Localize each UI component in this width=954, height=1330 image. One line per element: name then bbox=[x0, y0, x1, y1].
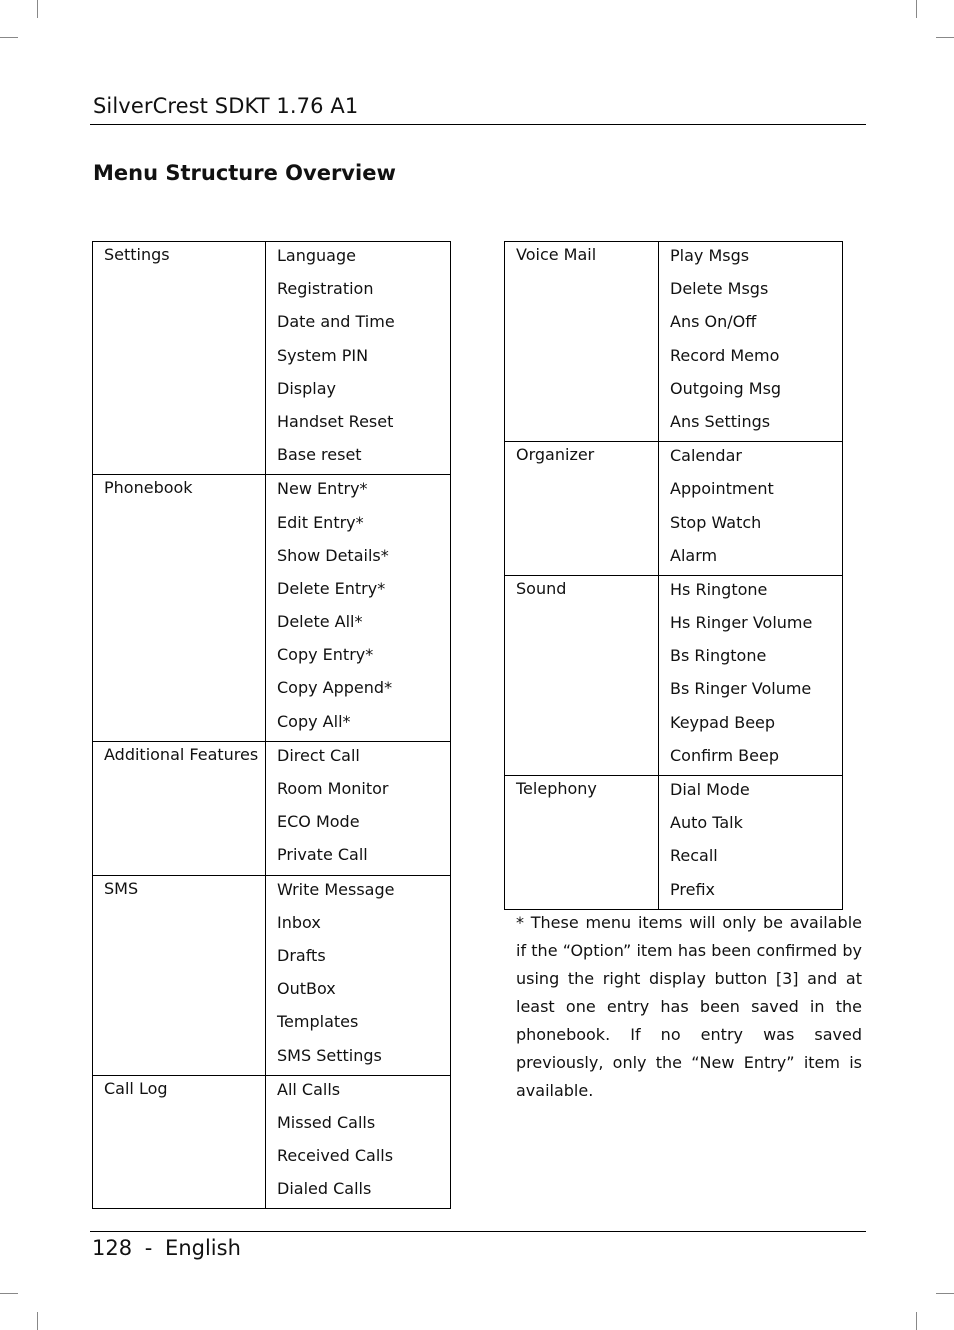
menu-items bbox=[266, 242, 451, 475]
menu-item: Missed Calls bbox=[277, 1112, 376, 1132]
footer-language: English bbox=[165, 1236, 241, 1260]
menu-item: Calendar bbox=[670, 446, 742, 466]
footer-separator: - bbox=[144, 1236, 153, 1260]
menu-items bbox=[659, 442, 843, 576]
menu-item: Hs Ringer Volume bbox=[670, 613, 813, 633]
menu-category: Additional Features bbox=[93, 741, 266, 875]
menu-item: SMS Settings bbox=[277, 1045, 382, 1065]
menu-item: Bs Ringer Volume bbox=[670, 679, 812, 699]
menu-item: Hs Ringtone bbox=[670, 579, 768, 599]
page-number: 128 bbox=[92, 1236, 133, 1260]
menu-item: Registration bbox=[277, 279, 374, 299]
menu-item: New Entry* bbox=[277, 479, 368, 499]
menu-item: Show Details* bbox=[277, 545, 389, 565]
menu-item: Private Call bbox=[277, 845, 368, 865]
menu-item: Direct Call bbox=[277, 745, 360, 765]
menu-item: Copy Append* bbox=[277, 678, 393, 698]
menu-item: Language bbox=[277, 246, 356, 265]
menu-items bbox=[266, 1075, 451, 1209]
menu-table-right bbox=[504, 241, 843, 910]
menu-item: Copy Entry* bbox=[277, 645, 374, 665]
menu-item: All Calls bbox=[277, 1079, 341, 1099]
menu-row bbox=[505, 776, 843, 910]
menu-items bbox=[266, 475, 451, 742]
menu-item: OutBox bbox=[277, 979, 336, 999]
menu-items bbox=[659, 242, 843, 442]
menu-item: Write Message bbox=[277, 879, 395, 899]
menu-item: Recall bbox=[670, 846, 718, 866]
menu-items bbox=[659, 575, 843, 775]
menu-item: Copy All* bbox=[277, 711, 351, 731]
menu-category: Telephony bbox=[505, 776, 659, 910]
menu-category: Phonebook bbox=[93, 475, 266, 742]
menu-item: Bs Ringtone bbox=[670, 646, 767, 666]
crop-mark bbox=[37, 1312, 38, 1330]
menu-item: Outgoing Msg bbox=[670, 378, 782, 398]
crop-mark bbox=[916, 1312, 917, 1330]
menu-items bbox=[266, 741, 451, 875]
menu-item: Stop Watch bbox=[670, 512, 762, 532]
menu-item: Drafts bbox=[277, 945, 326, 965]
menu-category: Voice Mail bbox=[505, 242, 659, 442]
menu-item: Templates bbox=[277, 1012, 359, 1032]
menu-category: Sound bbox=[505, 575, 659, 775]
menu-table-left bbox=[92, 241, 451, 1209]
crop-mark bbox=[936, 37, 954, 38]
menu-item: Delete Msgs bbox=[670, 279, 769, 299]
menu-row bbox=[93, 475, 451, 742]
menu-row bbox=[93, 242, 451, 475]
menu-item: Confirm Beep bbox=[670, 745, 779, 765]
crop-mark bbox=[936, 1293, 954, 1294]
menu-item: Dialed Calls bbox=[277, 1179, 372, 1199]
menu-item: Alarm bbox=[670, 545, 718, 565]
menu-item: System PIN bbox=[277, 345, 369, 365]
menu-item: Keypad Beep bbox=[670, 712, 776, 732]
menu-item: Play Msgs bbox=[670, 246, 750, 265]
menu-item: Room Monitor bbox=[277, 779, 389, 798]
menu-category: Settings bbox=[93, 242, 266, 475]
menu-item: Delete All* bbox=[277, 612, 363, 632]
menu-row bbox=[505, 442, 843, 576]
menu-item: Display bbox=[277, 378, 336, 398]
menu-category: Call Log bbox=[93, 1075, 266, 1209]
crop-mark bbox=[916, 0, 917, 18]
menu-category: SMS bbox=[93, 875, 266, 1075]
menu-item: Appointment bbox=[670, 479, 774, 499]
menu-row bbox=[505, 575, 843, 775]
menu-category: Organizer bbox=[505, 442, 659, 576]
menu-item: Delete Entry* bbox=[277, 578, 386, 598]
footer-divider bbox=[90, 1231, 866, 1232]
menu-row bbox=[93, 1075, 451, 1209]
footnote: * These menu items will only be available if the “Option” item has been confirmed by using the right display button [3] and at least one entry has been saved in the phonebook. If no entry was saved previously, only the “New Entry” item is available. bbox=[516, 913, 862, 1100]
menu-item: Base reset bbox=[277, 445, 362, 465]
menu-item: Prefix bbox=[670, 879, 715, 899]
menu-item: Dial Mode bbox=[670, 780, 750, 799]
crop-mark bbox=[0, 37, 18, 38]
menu-item: Record Memo bbox=[670, 345, 780, 365]
menu-item: Auto Talk bbox=[670, 813, 743, 833]
menu-items bbox=[266, 875, 451, 1075]
menu-item: Inbox bbox=[277, 912, 321, 932]
crop-mark bbox=[37, 0, 38, 18]
menu-row bbox=[93, 741, 451, 875]
page-header-title: SilverCrest SDKT 1.76 A1 bbox=[93, 94, 359, 118]
header-divider bbox=[90, 124, 866, 125]
crop-mark bbox=[0, 1293, 18, 1294]
menu-item: Ans On/Off bbox=[670, 312, 757, 332]
menu-item: Date and Time bbox=[277, 312, 395, 332]
page-footer bbox=[92, 1236, 241, 1260]
menu-items bbox=[659, 776, 843, 910]
menu-item: Edit Entry* bbox=[277, 512, 364, 532]
menu-item: ECO Mode bbox=[277, 812, 360, 832]
menu-item: Handset Reset bbox=[277, 411, 394, 431]
menu-row bbox=[505, 242, 843, 442]
section-title: Menu Structure Overview bbox=[93, 161, 396, 185]
menu-item: Received Calls bbox=[277, 1146, 394, 1166]
menu-item: Ans Settings bbox=[670, 411, 771, 431]
menu-row bbox=[93, 875, 451, 1075]
